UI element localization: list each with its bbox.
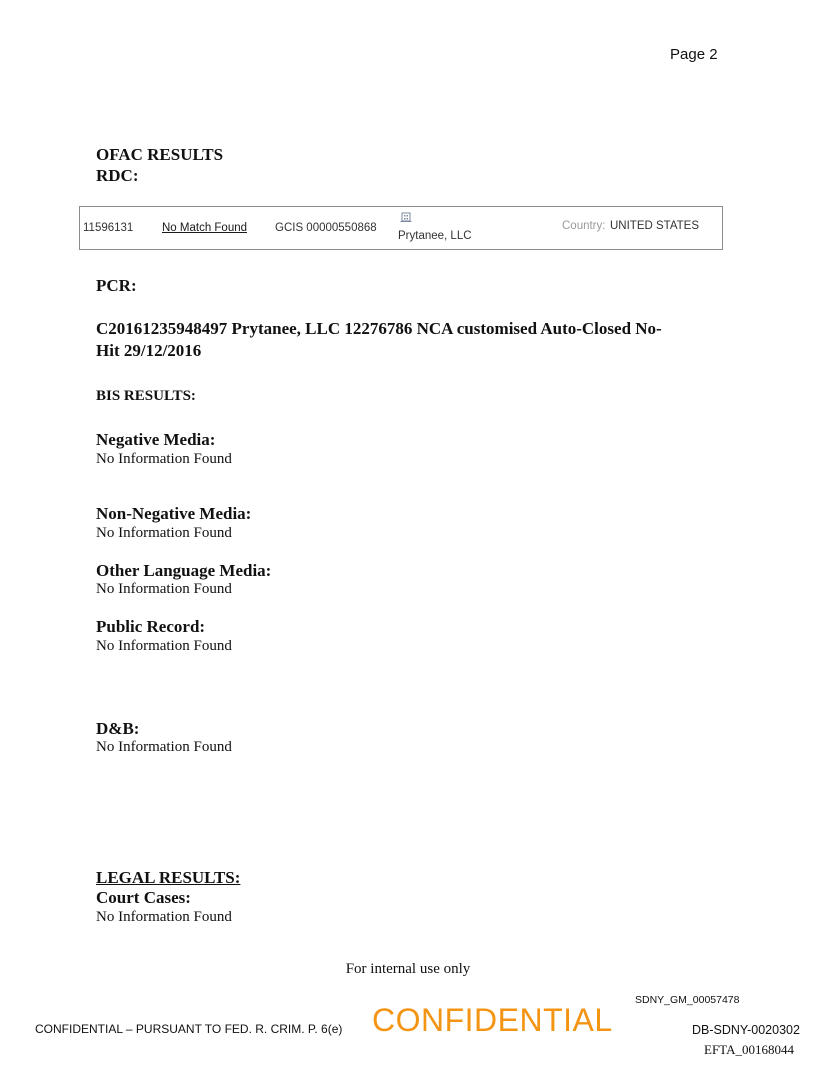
country-value: UNITED STATES: [610, 220, 700, 232]
public-record-heading: Public Record:: [96, 617, 206, 636]
ofac-results-heading: OFAC RESULTS: [96, 145, 224, 164]
country-label: Country:: [562, 220, 606, 232]
no-match-found-link[interactable]: No Match Found: [162, 222, 248, 234]
efta-number: EFTA_00168044: [704, 1042, 794, 1057]
pcr-record-line-2: Hit 29/12/2016: [96, 341, 202, 360]
rdc-heading: RDC:: [96, 166, 139, 185]
bis-results-heading: BIS RESULTS:: [96, 388, 196, 404]
db-bates-number: DB-SDNY-0020302: [692, 1023, 800, 1037]
confidential-notice: CONFIDENTIAL – PURSUANT TO FED. R. CRIM. P. 6(e): [35, 1022, 343, 1036]
legal-results-heading: LEGAL RESULTS:: [96, 868, 241, 887]
building-icon: [400, 210, 412, 222]
pcr-record-line-1: C20161235948497 Prytanee, LLC 12276786 NCA customised Auto-Closed No-: [96, 319, 662, 338]
page-number: Page 2: [670, 46, 718, 63]
court-cases-value: No Information Found: [96, 909, 232, 925]
other-language-media-heading: Other Language Media:: [96, 561, 272, 580]
rdc-id: 11596131: [83, 222, 134, 234]
court-cases-heading: Court Cases:: [96, 888, 191, 907]
dnb-value: No Information Found: [96, 739, 232, 755]
sdny-bates-number: SDNY_GM_00057478: [635, 994, 740, 1006]
negative-media-heading: Negative Media:: [96, 430, 216, 449]
rdc-result-row: [79, 206, 723, 250]
confidential-stamp: CONFIDENTIAL: [372, 1002, 613, 1038]
public-record-value: No Information Found: [96, 638, 232, 654]
internal-use-note: For internal use only: [345, 961, 471, 977]
other-language-media-value: No Information Found: [96, 581, 232, 597]
entity-name: Prytanee, LLC: [398, 230, 472, 242]
pcr-heading: PCR:: [96, 276, 137, 295]
gcis-number: GCIS 00000550868: [275, 222, 377, 234]
non-negative-media-heading: Non-Negative Media:: [96, 504, 252, 523]
dnb-heading: D&B:: [96, 719, 140, 738]
negative-media-value: No Information Found: [96, 451, 232, 467]
non-negative-media-value: No Information Found: [96, 525, 232, 541]
